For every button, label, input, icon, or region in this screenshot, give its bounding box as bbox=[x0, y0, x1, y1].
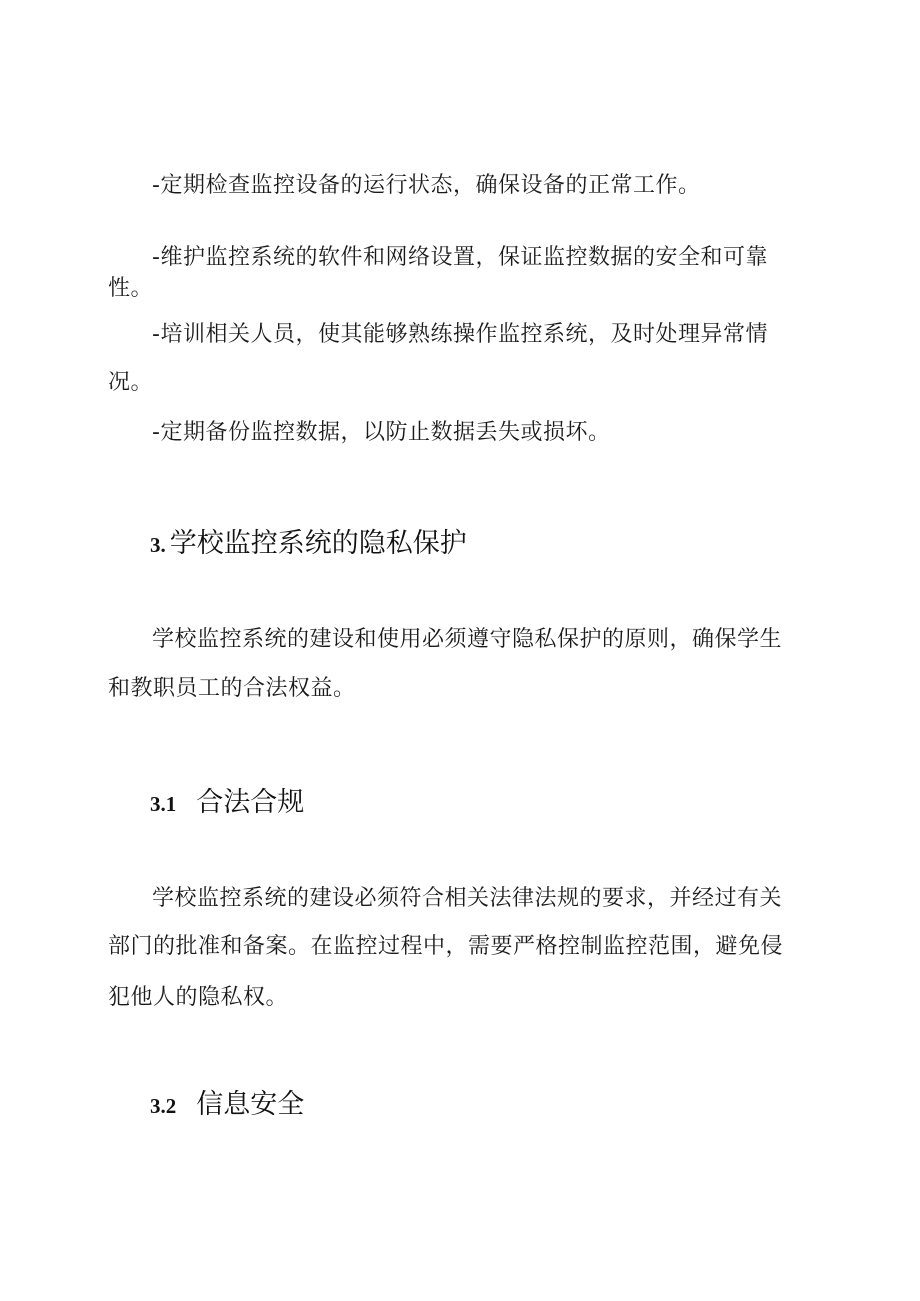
section-3-2-number: 3.2 bbox=[150, 1094, 177, 1118]
bullet-1: -定期检查监控设备的运行状态，确保设备的正常工作。 bbox=[152, 173, 701, 198]
section-3-2-title: 信息安全 bbox=[196, 1089, 305, 1120]
bullet-4: -定期备份监控数据，以防止数据丢失或损坏。 bbox=[152, 420, 611, 445]
section-3-title: 学校监控系统的隐私保护 bbox=[169, 528, 467, 559]
section-3-1-para-line3: 犯他人的隐私权。 bbox=[108, 985, 289, 1010]
bullet-3-line1: -培训相关人员，使其能够熟练操作监控系统，及时处理异常情 bbox=[152, 322, 768, 347]
section-3-1-heading bbox=[150, 786, 304, 821]
section-3-2-heading bbox=[150, 1088, 304, 1123]
section-3-para-line1: 学校监控系统的建设和使用必须遵守隐私保护的原则，确保学生 bbox=[152, 627, 783, 652]
bullet-2-line1: -维护监控系统的软件和网络设置，保证监控数据的安全和可靠 bbox=[152, 245, 768, 270]
section-3-heading bbox=[150, 527, 467, 562]
section-3-1-title: 合法合规 bbox=[196, 787, 305, 818]
section-3-1-para-line1: 学校监控系统的建设必须符合相关法律法规的要求，并经过有关 bbox=[152, 886, 783, 911]
section-3-para-line2: 和教职员工的合法权益。 bbox=[108, 676, 356, 701]
section-3-1-para-line2: 部门的批准和备案。在监控过程中，需要严格控制监控范围，避免侵 bbox=[108, 934, 784, 959]
section-3-number: 3. bbox=[150, 533, 166, 557]
section-3-1-number: 3.1 bbox=[150, 792, 177, 816]
bullet-2-line2: 性。 bbox=[108, 276, 154, 301]
bullet-3-line2: 况。 bbox=[108, 370, 154, 395]
